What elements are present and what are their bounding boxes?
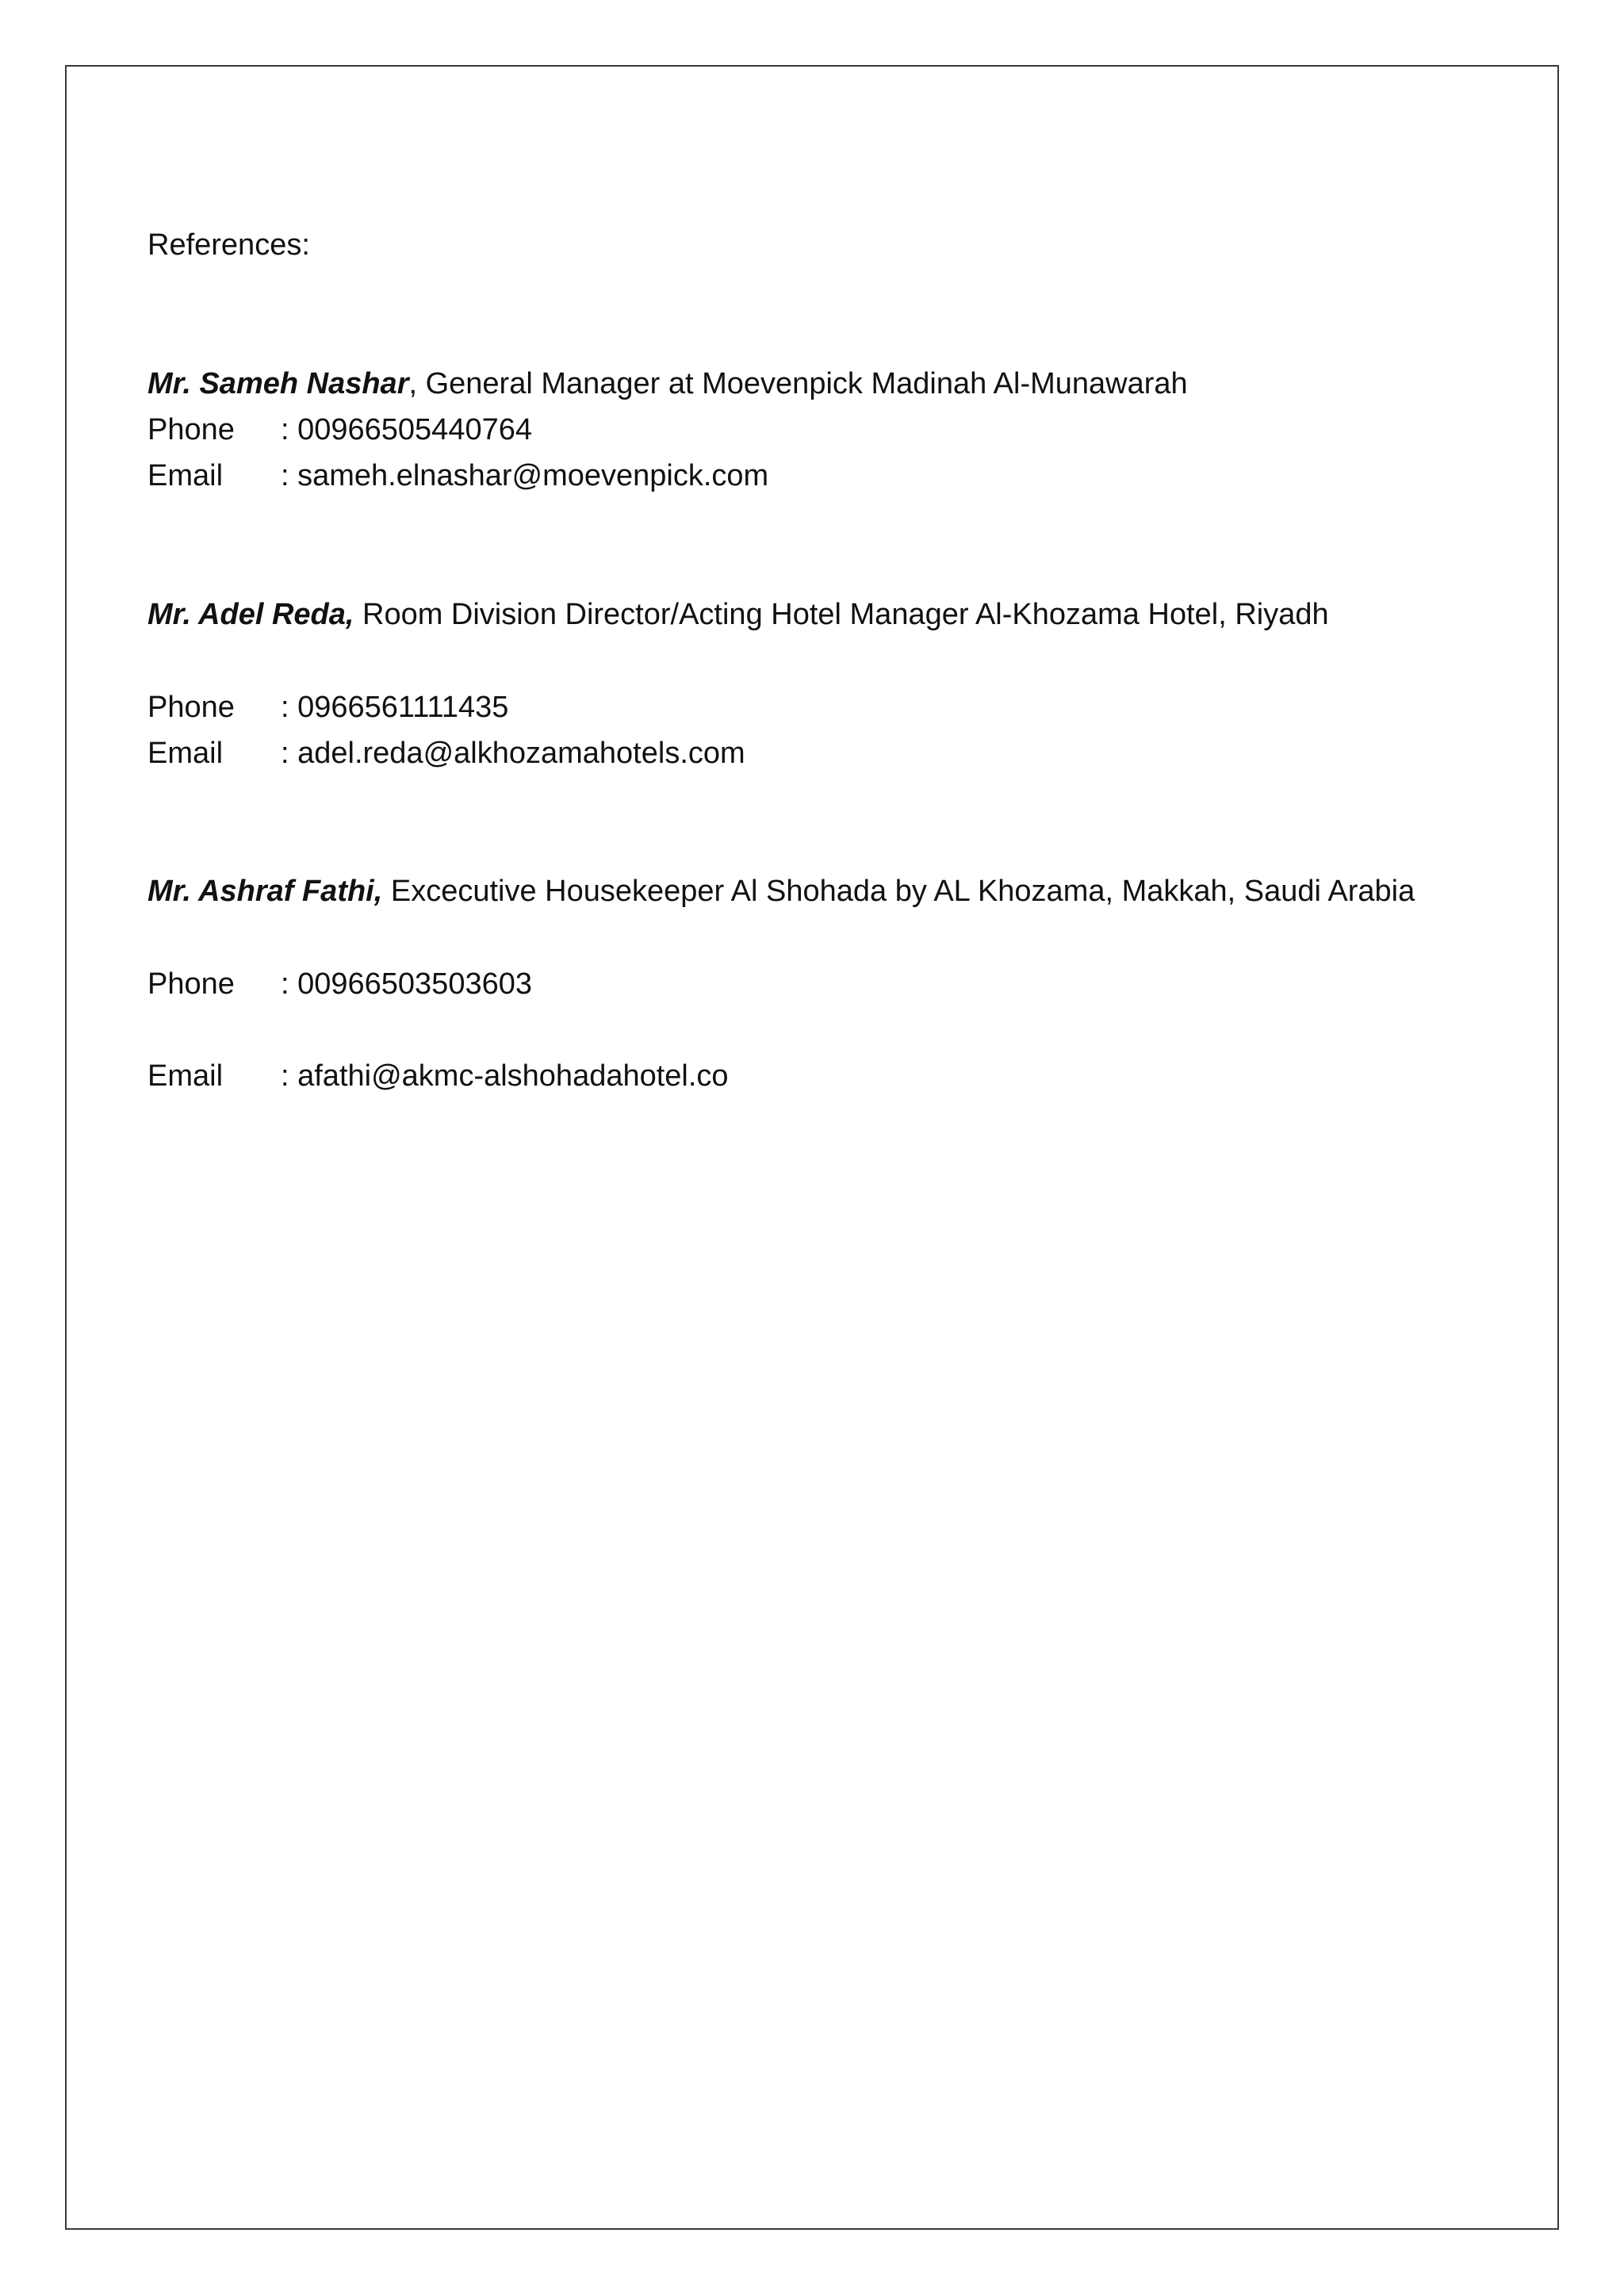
reference-3-header (147, 873, 1415, 910)
reference-2-phone-row (147, 689, 508, 726)
reference-2-name: Mr. Adel Reda, (147, 598, 354, 631)
reference-3-name: Mr. Ashraf Fathi, (147, 875, 383, 908)
reference-3-email-row (147, 1058, 729, 1094)
reference-2-phone: : 0966561111435 (281, 691, 509, 724)
reference-2-header (147, 596, 1329, 633)
reference-2-email-label: Email (147, 737, 224, 770)
reference-1-email-label: Email (147, 459, 224, 492)
reference-1-name: Mr. Sameh Nashar (147, 367, 409, 400)
reference-3-email-label: Email (147, 1059, 224, 1093)
reference-1-title: , General Manager at Moevenpick Madinah Al-Munawarah (408, 367, 1188, 400)
references-heading: References: (147, 228, 310, 262)
reference-3-phone: : 00966503503603 (281, 967, 532, 1001)
reference-2-title: Room Division Director/Acting Hotel Manager Al-Khozama Hotel, Riyadh (354, 598, 1329, 631)
reference-3-email: : afathi@akmc-alshohadahotel.co (281, 1059, 729, 1093)
reference-2-email: : adel.reda@alkhozamahotels.com (281, 737, 745, 770)
reference-3-title: Excecutive Housekeeper Al Shohada by AL Khozama, Makkah, Saudi Arabia (382, 875, 1415, 908)
reference-2-email-row (147, 735, 745, 772)
reference-1-phone-row (147, 412, 532, 448)
reference-1-header (147, 366, 1188, 402)
reference-1-phone-label: Phone (147, 413, 235, 446)
reference-1-email-row (147, 458, 768, 494)
reference-3-phone-row (147, 966, 532, 1002)
reference-3-phone-label: Phone (147, 967, 235, 1001)
reference-1-phone: : 00966505440764 (281, 413, 532, 446)
reference-1-email: : sameh.elnashar@moevenpick.com (281, 459, 769, 492)
reference-2-phone-label: Phone (147, 691, 235, 724)
